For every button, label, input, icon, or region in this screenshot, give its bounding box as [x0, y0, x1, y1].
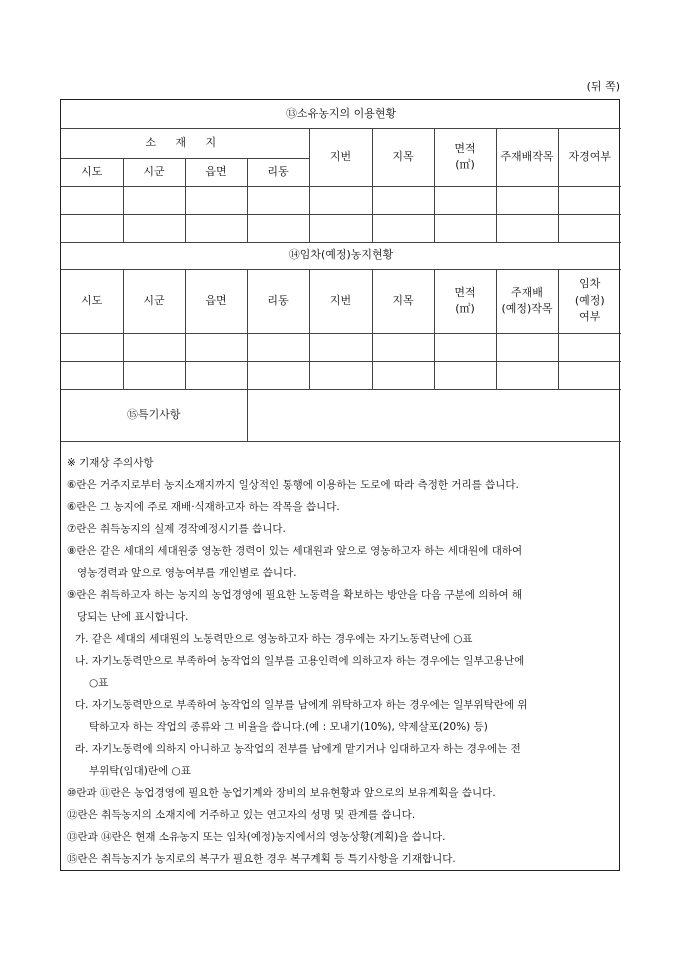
col-sigun: 시군 — [123, 269, 185, 333]
leased-farmland-title: ⑭임차(예정)농지현황 — [61, 242, 621, 269]
planned-crop-header: 주재배 (예정)작목 — [496, 269, 558, 333]
owned-farmland-title: ⑬소유농지의 이용현황 — [61, 100, 621, 128]
col-eupmyeon: 읍면 — [185, 158, 247, 186]
table-row — [61, 361, 621, 389]
jibeon-header: 지번 — [309, 128, 372, 186]
jimok-header: 지목 — [372, 269, 434, 333]
self-farming-header: 자경여부 — [558, 128, 621, 186]
jimok-header: 지목 — [372, 128, 434, 186]
col-ridong: 리동 — [247, 158, 309, 186]
jibeon-header: 지번 — [309, 269, 372, 333]
area-header: 면적 (㎡) — [434, 128, 496, 186]
special-notes-field[interactable] — [247, 389, 621, 441]
col-sido: 시도 — [61, 269, 123, 333]
lease-status-header: 임차 (예정) 여부 — [558, 269, 621, 333]
col-ridong: 리동 — [247, 269, 309, 333]
page-side-label: (뒤 쪽) — [586, 80, 620, 93]
farmland-form-back — [60, 99, 620, 871]
crop-header: 주재배작목 — [496, 128, 558, 186]
location-header: 소 재 지 — [61, 128, 309, 158]
table-row — [61, 214, 621, 242]
col-sido: 시도 — [61, 158, 123, 186]
col-eupmyeon: 읍면 — [185, 269, 247, 333]
table-row — [61, 186, 621, 214]
instructions: ※ 기재상 주의사항 ⑥란은 거주지로부터 농지소재지까지 일상적인 통행에 이용하는 도로에 따라 측정한 거리를 씁니다. ⑥란은 그 농지에 주로 재배·식재하고자 하는 작목을 씁니다. ⑦란은 취득농지의 실제 경작예정시기를 씁니다. ⑧란은 같은 세대의 세대원중 영농한 경력이 있는 세대원과 앞으로 영농하고자 하는 세대원에 대하여 영농경력과 앞으로 영농여부를 개인별로 씁니다. ⑨란은 취득하고자 하는 농지의 농업경영에 필요한 노동력을 확보하는 방안을 다음 구분에 의하여 해 당되는 난에 표시합니다. 가. 같은 세대의 세대원의 노동력만으로 영농하고자 하는 경우에는 자기노동력난에 ○표 나. 자기노동력만으로 부족하여 농작업의 일부를 고용인력에 의하고자 하는 경우에는 일부고용난에 ○표 다. 자기노동력만으로 부족하여 농작업의 일부를 남에게 위탁하고자 하는 경우에는 일부위탁란에 위 탁하고자 하는 작업의 종류와 그 비율을 씁니다.(예 : 모내기(10%), 약제살포(20%) 등) 라. 자기노동력에 의하지 아니하고 농작업의 전부를 남에게 맡기거나 임대하고자 하는 경우에는 전 부위탁(임대)란에 ○표 ⑩란과 ⑪란은 농업경영에 필요한 농업기계와 장비의 보유현황과 앞으로의 보유계획을 씁니다. ⑫란은 취득농지의 소재지에 거주하고 있는 연고자의 성명 및 관계를 씁니다. ⑬란과 ⑭란은 현재 소유농지 또는 임차(예정)농지에서의 영농상황(계획)을 씁니다. ⑮란은 취득농지가 농지로의 복구가 필요한 경우 복구계획 등 특기사항을 기재합니다. — [61, 442, 619, 870]
farmland-table — [61, 100, 621, 442]
instructions-title: ※ 기재상 주의사항 — [67, 456, 154, 469]
special-notes-label: ⑮특기사항 — [61, 389, 247, 441]
col-sigun: 시군 — [123, 158, 185, 186]
table-row — [61, 333, 621, 361]
area-header: 면적 (㎡) — [434, 269, 496, 333]
